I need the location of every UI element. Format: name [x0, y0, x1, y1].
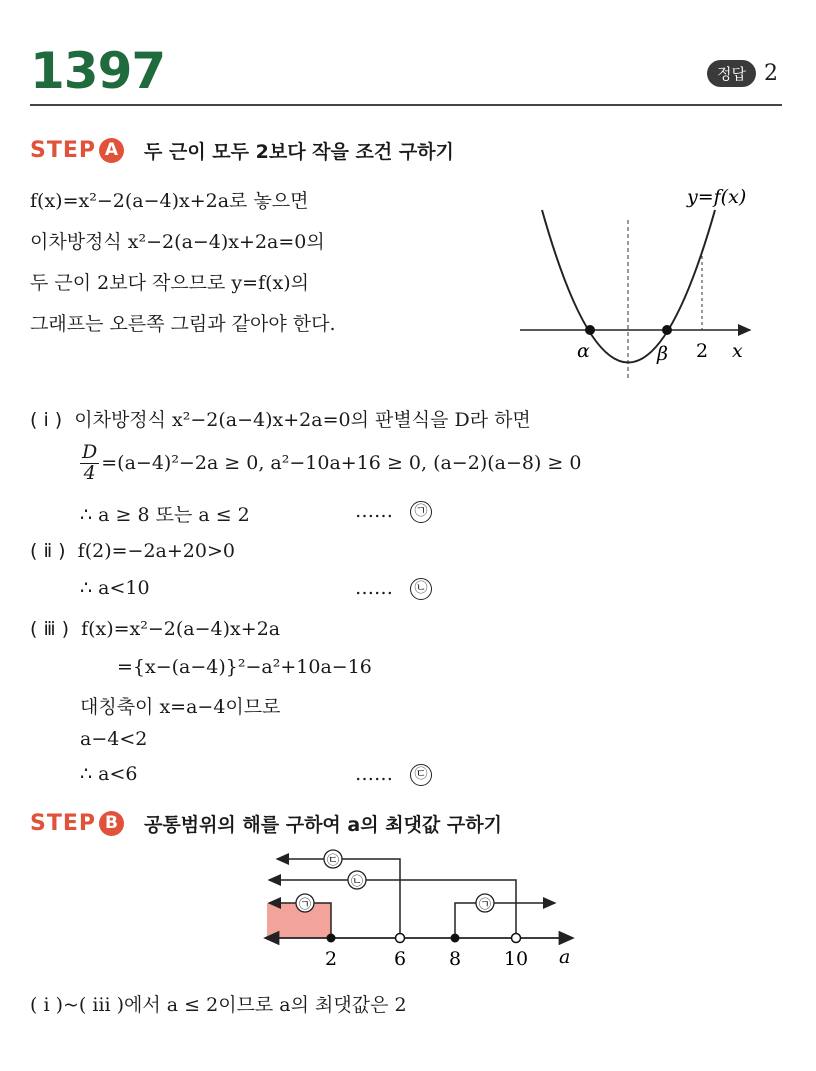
step-a-line-3: 두 근이 2보다 작으므로 y=f(x)의: [30, 272, 310, 294]
case-ii-text: f(2)=−2a+20>0: [77, 540, 235, 562]
step-b-badge: B: [99, 811, 124, 836]
step-a-heading: [30, 137, 454, 164]
case-ii-marker: ( ⅱ ): [30, 540, 66, 562]
tag-b-label: ㉡: [350, 874, 364, 888]
case-iii-line-4: a−4<2: [80, 728, 148, 750]
answer-value: 2: [764, 61, 778, 86]
case-iii-marker: ( ⅲ ): [30, 618, 70, 640]
step-a-line-1: f(x)=x²−2(a−4)x+2a로 놓으면: [30, 190, 309, 212]
case-iii-line-2: ={x−(a−4)}²−a²+10a−16: [117, 656, 372, 678]
case-iii-conclusion: ∴ a<6: [80, 763, 138, 785]
number-line-axis-label: a: [559, 946, 571, 968]
tag-nieun: ㉡: [410, 578, 432, 600]
case-ii-dots: ……: [355, 577, 393, 599]
problem-number: 1397: [30, 42, 166, 100]
step-a-title: 두 근이 모두 2보다 작을 조건 구하기: [144, 141, 454, 163]
answer-badge: 정답: [707, 60, 756, 87]
x-axis-label: x: [732, 340, 743, 362]
step-b-title: 공통범위의 해를 구하여 a의 최댓값 구하기: [144, 814, 502, 836]
tick-label-2: 2: [324, 948, 338, 970]
final-conclusion: ( ⅰ )~( ⅲ )에서 a ≤ 2이므로 a의 최댓값은 2: [30, 994, 407, 1016]
answer-area: [707, 60, 778, 87]
root-alpha-point: [585, 325, 595, 335]
step-b-heading: [30, 810, 502, 837]
step-a-label: STEP: [30, 138, 97, 163]
step-a-line-4: 그래프는 오른쪽 그림과 같아야 한다.: [30, 313, 336, 335]
discriminant-fraction: [80, 443, 99, 484]
tag-c-label: ㉢: [326, 853, 340, 867]
point-8-closed: [451, 934, 460, 943]
header-divider: [30, 104, 782, 106]
tag-a-left-label: ㉠: [298, 897, 312, 911]
fraction-denominator: 4: [83, 461, 96, 484]
root-beta-point: [662, 325, 672, 335]
case-i-marker: ( ⅰ ): [30, 409, 63, 431]
number-line-diagram: [255, 845, 585, 975]
step-b-label: STEP: [30, 811, 97, 836]
alpha-label: α: [577, 340, 590, 362]
point-6-open: [396, 934, 405, 943]
case-i-conclusion: ∴ a ≥ 8 또는 a ≤ 2: [80, 504, 250, 526]
case-i-statement: [30, 405, 531, 432]
fraction-numerator: D: [82, 441, 98, 463]
step-a-badge: A: [99, 138, 124, 163]
parabola-graph: [515, 175, 785, 390]
tick-label-10: 10: [503, 948, 529, 970]
tag-a-right-label: ㉠: [478, 897, 492, 911]
beta-label: β: [657, 343, 668, 365]
case-iii-line-1: f(x)=x²−2(a−4)x+2a: [81, 618, 281, 640]
case-iii-dots: ……: [355, 763, 393, 785]
curve-label: y=f(x): [687, 186, 747, 208]
tick-label-6: 6: [393, 948, 407, 970]
point-10-open: [512, 934, 521, 943]
two-label: 2: [696, 340, 709, 362]
case-iii-statement: [30, 618, 280, 640]
case-ii-conclusion: ∴ a<10: [80, 577, 150, 599]
case-iii-line-3: 대칭축이 x=a−4이므로: [80, 696, 281, 718]
case-i-formula: =(a−4)²−2a ≥ 0, a²−10a+16 ≥ 0, (a−2)(a−8) ≥ 0: [101, 452, 582, 475]
tag-digeut: ㉢: [410, 764, 432, 786]
range-a-right-line: [455, 903, 555, 938]
case-i-dots: ……: [355, 500, 393, 522]
case-i-text: 이차방정식 x²−2(a−4)x+2a=0의 판별식을 D라 하면: [74, 409, 531, 431]
case-i-formula-row: [80, 443, 581, 484]
step-a-line-2: 이차방정식 x²−2(a−4)x+2a=0의: [30, 231, 325, 253]
tag-giyeok: ㉠: [410, 501, 432, 523]
tick-label-8: 8: [448, 948, 462, 970]
point-2-closed: [327, 934, 336, 943]
case-ii-statement: [30, 540, 235, 562]
